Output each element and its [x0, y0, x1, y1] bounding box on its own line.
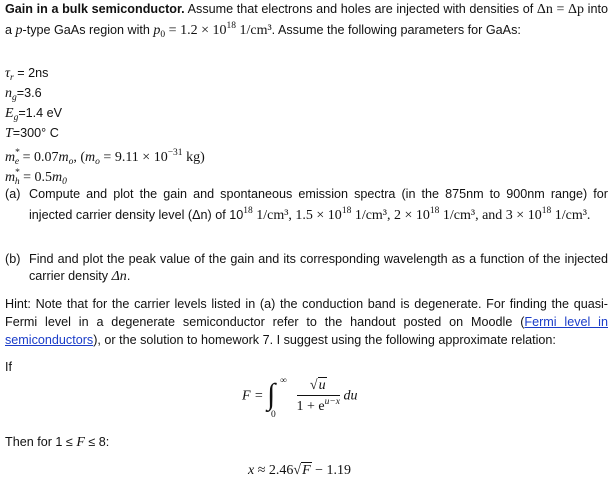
intro-paragraph: Gain in a bulk semiconductor. Assume that electrons and holes are injected with densities of Δn = Δp into a p-type GaAs region with $p_0 = 1.2 \times 10^{18}$ 1/cm³. Assume the following parameters for GaAs:	[5, 2, 608, 40]
fermi-integral-equation: F = ∫ ∞ 0 $\frac{√u}{1 + e^{u-x}}$ du	[242, 375, 358, 420]
param-tau: $\tau_r = 2ns$	[5, 66, 49, 83]
param-hole-mass: $m^*_h = 0.5m_0$	[5, 168, 67, 187]
hint-paragraph: Hint: Note that for the carrier levels listed in (a) the conduction band is degenerate. For finding the quasi-Fermi level in a degenerate semiconductor refer to the handout posted on Moodle (Fermi level in semiconductors), or the solution to homework 7. I suggest using the following approximate relation:	[5, 297, 608, 347]
param-eg: $E_g=1.4$ eV	[5, 106, 63, 123]
param-temperature: T=300° C	[5, 126, 59, 141]
part-b	[5, 251, 608, 285]
part-b-text: Find and plot the peak value of the gain and its corresponding wavelength as a function of the injected carrier density Δn.	[29, 252, 608, 284]
integrand-fraction: $\frac{√u}{1 + e^{u-x}}$	[296, 378, 340, 414]
approximation-equation: x ≈ 2.46√F − 1.19	[248, 463, 352, 478]
part-a-text: Compute and plot the gain and spontaneous emission spectra (in the 875nm to 900nm range) for injected carrier density level (Δn) of $10^{18}$ 1/cm³, $1.5 \times 10^{18}$ 1/cm³, $2 \times 10^{18}$ 1/cm³, and $3 \times 10^{18}$ 1/cm³.	[29, 187, 608, 223]
problem-title: Gain in a bulk semiconductor.	[5, 2, 185, 16]
then-line: Then for 1 ≤ F ≤ 8:	[5, 435, 110, 450]
integral-sign: ∫	[267, 377, 276, 411]
fermi-level-link[interactable]: Fermi level in semiconductors	[5, 315, 608, 347]
part-a	[5, 186, 608, 224]
part-b-label: (b)	[5, 252, 21, 266]
param-ng: $n_g=3.6$	[5, 86, 42, 103]
if-label: If	[5, 360, 12, 374]
param-electron-mass: $m^*_e = 0.07m_o$, ($m_o = 9.11 \times 10^{-31}$ kg)	[5, 148, 205, 167]
part-a-label: (a)	[5, 187, 21, 201]
